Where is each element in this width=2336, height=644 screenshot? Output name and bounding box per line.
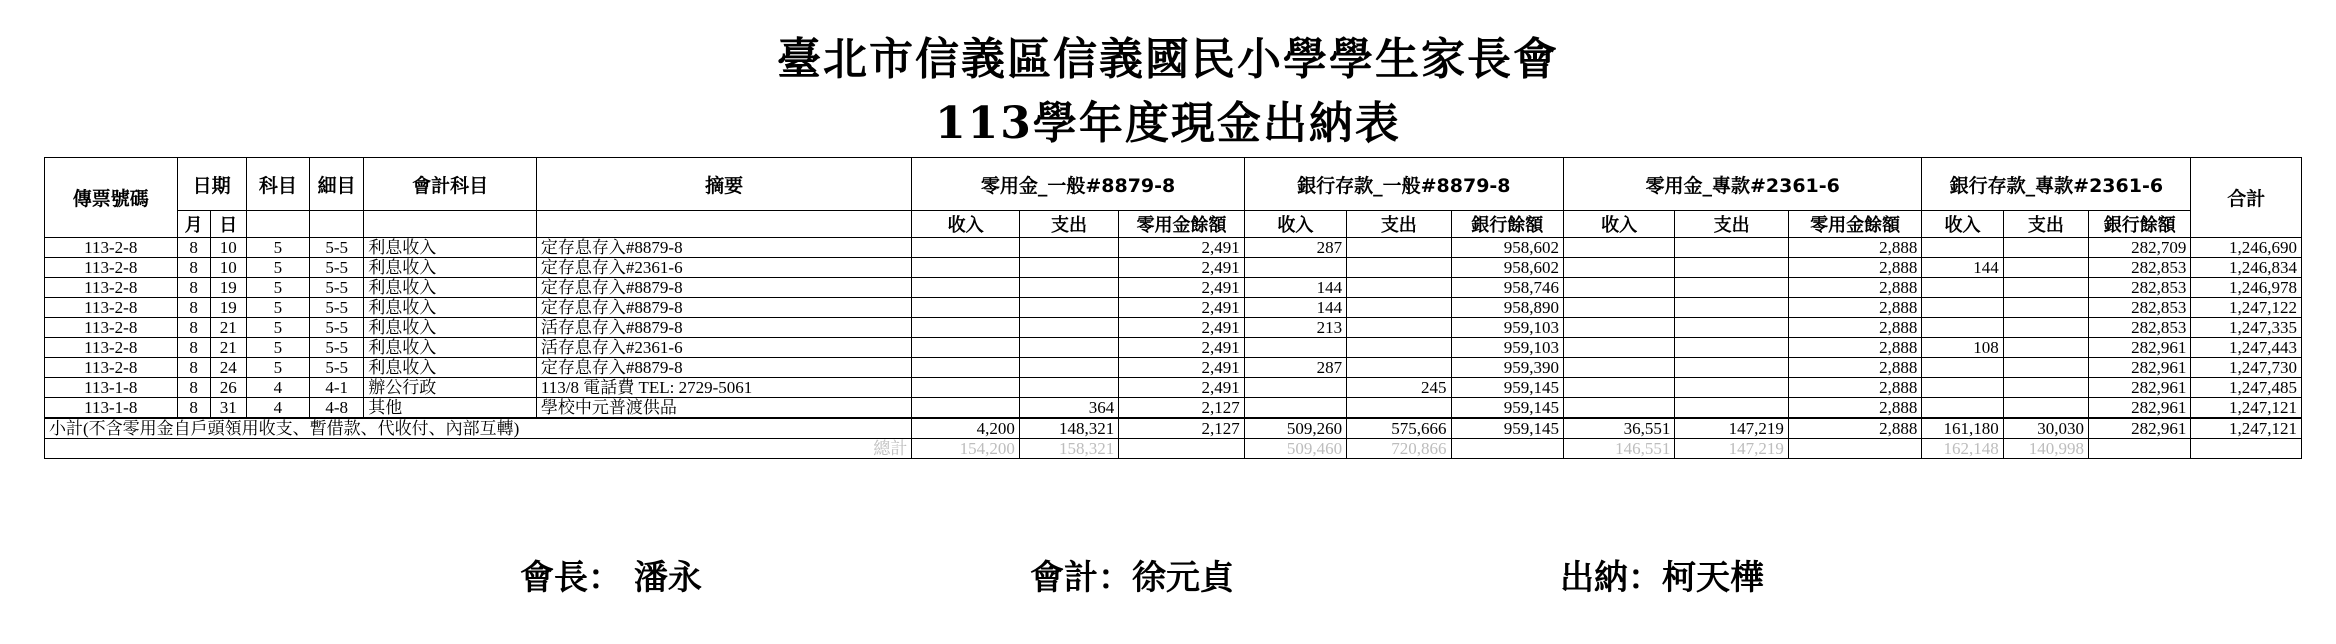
header-detail-blank	[310, 211, 364, 238]
table-cell	[912, 378, 1019, 398]
table-cell: 287	[1244, 238, 1346, 258]
header-expense: 支出	[1675, 211, 1788, 238]
table-cell: 5-5	[310, 358, 364, 378]
table-cell: 282,961	[2089, 338, 2191, 358]
table-row	[45, 238, 2302, 258]
table-cell: 定存息存入#8879-8	[536, 358, 911, 378]
table-cell: 282,961	[2089, 358, 2191, 378]
table-cell: 19	[210, 298, 246, 318]
table-cell: 31	[210, 398, 246, 419]
header-subject: 科目	[246, 158, 309, 211]
table-cell: 4	[246, 398, 309, 419]
table-cell: 5	[246, 298, 309, 318]
table-cell: 2,491	[1119, 358, 1245, 378]
grand-total-cell: 158,321	[1019, 439, 1118, 459]
header-income: 收入	[1922, 211, 2003, 238]
table-cell	[912, 278, 1019, 298]
table-cell: 5	[246, 238, 309, 258]
table-cell	[1563, 318, 1674, 338]
table-cell	[1019, 318, 1118, 338]
table-cell	[1675, 358, 1788, 378]
table-cell: 定存息存入#2361-6	[536, 258, 911, 278]
table-cell: 282,853	[2089, 278, 2191, 298]
header-day: 日	[210, 211, 246, 238]
header-expense: 支出	[1347, 211, 1451, 238]
table-cell	[1675, 258, 1788, 278]
table-cell	[1675, 278, 1788, 298]
header-voucher: 傳票號碼	[45, 158, 178, 238]
table-cell: 113-2-8	[45, 278, 178, 298]
table-cell: 定存息存入#8879-8	[536, 278, 911, 298]
grand-total-cell	[1119, 439, 1245, 459]
table-cell: 2,888	[1788, 338, 1922, 358]
table-cell	[2003, 398, 2088, 419]
table-cell: 19	[210, 278, 246, 298]
header-summary: 摘要	[536, 158, 911, 211]
header-petty-general: 零用金_一般#8879-8	[912, 158, 1244, 211]
header-account: 會計科目	[364, 158, 537, 211]
table-cell: 2,888	[1788, 238, 1922, 258]
table-cell: 8	[177, 278, 210, 298]
table-cell: 113-2-8	[45, 338, 178, 358]
table-cell: 5	[246, 278, 309, 298]
table-cell: 282,853	[2089, 318, 2191, 338]
table-cell: 144	[1922, 258, 2003, 278]
table-cell: 利息收入	[364, 298, 537, 318]
table-cell	[1244, 398, 1346, 419]
table-cell: 959,145	[1451, 378, 1563, 398]
accountant-signature: 會計：徐元貞	[1030, 558, 1234, 598]
table-cell: 8	[177, 398, 210, 419]
header-account-blank	[364, 211, 537, 238]
table-cell: 定存息存入#8879-8	[536, 298, 911, 318]
subtotal-cell: 36,551	[1563, 418, 1674, 439]
table-cell	[1019, 238, 1118, 258]
table-cell	[1922, 298, 2003, 318]
grand-total-cell	[1788, 439, 1922, 459]
header-bank-general: 銀行存款_一般#8879-8	[1244, 158, 1563, 211]
table-cell: 4-1	[310, 378, 364, 398]
table-cell	[1019, 358, 1118, 378]
table-cell: 113-2-8	[45, 258, 178, 278]
subtotal-cell: 148,321	[1019, 418, 1118, 439]
grand-total-label: 總計	[45, 439, 912, 459]
table-cell: 5-5	[310, 278, 364, 298]
table-cell: 2,491	[1119, 238, 1245, 258]
table-cell: 2,888	[1788, 278, 1922, 298]
table-cell: 113-2-8	[45, 318, 178, 338]
table-cell	[1922, 358, 2003, 378]
table-row	[45, 298, 2302, 318]
table-cell: 8	[177, 238, 210, 258]
table-cell: 5-5	[310, 318, 364, 338]
table-row	[45, 398, 2302, 419]
header-summary-blank	[536, 211, 911, 238]
table-cell	[2003, 378, 2088, 398]
table-cell: 活存息存入#8879-8	[536, 318, 911, 338]
table-cell	[1922, 378, 2003, 398]
subtotal-cell: 2,888	[1788, 418, 1922, 439]
table-cell: 959,145	[1451, 398, 1563, 419]
table-cell	[2003, 238, 2088, 258]
grand-total-cell: 146,551	[1563, 439, 1674, 459]
table-cell: 學校中元普渡供品	[536, 398, 911, 419]
ledger-body	[45, 238, 2302, 459]
table-cell	[1563, 258, 1674, 278]
table-cell: 213	[1244, 318, 1346, 338]
table-cell	[1019, 338, 1118, 358]
table-cell: 364	[1019, 398, 1118, 419]
table-cell: 其他	[364, 398, 537, 419]
table-cell: 利息收入	[364, 278, 537, 298]
table-cell: 282,961	[2089, 398, 2191, 419]
table-cell	[2003, 258, 2088, 278]
table-cell: 5	[246, 338, 309, 358]
table-cell: 2,888	[1788, 298, 1922, 318]
table-cell	[912, 298, 1019, 318]
table-cell: 4	[246, 378, 309, 398]
table-cell	[1244, 258, 1346, 278]
header-subject-blank	[246, 211, 309, 238]
grand-total-cell: 147,219	[1675, 439, 1788, 459]
table-cell: 21	[210, 338, 246, 358]
grand-total-cell: 140,998	[2003, 439, 2088, 459]
table-cell: 8	[177, 358, 210, 378]
subtotal-cell: 4,200	[912, 418, 1019, 439]
table-cell	[1675, 238, 1788, 258]
table-cell	[1019, 258, 1118, 278]
table-row	[45, 378, 2302, 398]
header-total: 合計	[2191, 158, 2302, 238]
table-cell: 959,103	[1451, 318, 1563, 338]
table-cell: 113-1-8	[45, 398, 178, 419]
header-bank-balance: 銀行餘額	[2089, 211, 2191, 238]
subtotal-cell: 509,260	[1244, 418, 1346, 439]
table-cell	[1675, 398, 1788, 419]
table-cell: 2,491	[1119, 278, 1245, 298]
table-cell: 2,491	[1119, 318, 1245, 338]
table-cell	[1922, 238, 2003, 258]
grand-total-cell	[2191, 439, 2302, 459]
table-cell: 958,890	[1451, 298, 1563, 318]
table-cell: 5-5	[310, 258, 364, 278]
table-cell	[1675, 338, 1788, 358]
grand-total-cell	[1451, 439, 1563, 459]
header-month: 月	[177, 211, 210, 238]
table-cell: 1,246,690	[2191, 238, 2302, 258]
table-cell	[2003, 358, 2088, 378]
header-income: 收入	[1244, 211, 1346, 238]
table-row	[45, 338, 2302, 358]
subtotal-row	[45, 418, 2302, 439]
table-cell: 113-2-8	[45, 298, 178, 318]
table-cell: 8	[177, 298, 210, 318]
table-cell: 282,961	[2089, 378, 2191, 398]
table-cell	[912, 238, 1019, 258]
header-petty-special: 零用金_專款#2361-6	[1563, 158, 1921, 211]
table-cell: 113-1-8	[45, 378, 178, 398]
table-cell	[1922, 278, 2003, 298]
table-row	[45, 358, 2302, 378]
table-cell: 4-8	[310, 398, 364, 419]
table-row	[45, 258, 2302, 278]
header-detail: 細目	[310, 158, 364, 211]
table-cell	[1019, 378, 1118, 398]
table-cell	[1675, 298, 1788, 318]
grand-total-cell	[2089, 439, 2191, 459]
table-cell	[912, 398, 1019, 419]
page-title: 臺北市信義區信義國民小學學生家長會	[777, 34, 1559, 85]
table-cell: 8	[177, 378, 210, 398]
table-cell	[2003, 338, 2088, 358]
table-cell: 利息收入	[364, 338, 537, 358]
table-cell: 108	[1922, 338, 2003, 358]
table-cell: 定存息存入#8879-8	[536, 238, 911, 258]
cashier-signature: 出納：柯天樺	[1560, 558, 1764, 598]
table-cell: 1,247,730	[2191, 358, 2302, 378]
table-cell: 5-5	[310, 238, 364, 258]
table-cell: 5	[246, 358, 309, 378]
grand-total-cell: 154,200	[912, 439, 1019, 459]
subtotal-cell: 1,247,121	[2191, 418, 2302, 439]
header-income: 收入	[912, 211, 1019, 238]
table-cell: 113-2-8	[45, 238, 178, 258]
table-cell: 1,247,121	[2191, 398, 2302, 419]
table-cell	[1563, 338, 1674, 358]
header-petty-balance: 零用金餘額	[1119, 211, 1245, 238]
table-cell	[1347, 358, 1451, 378]
table-cell: 利息收入	[364, 358, 537, 378]
table-cell: 2,491	[1119, 378, 1245, 398]
table-cell	[1347, 238, 1451, 258]
subtotal-cell: 147,219	[1675, 418, 1788, 439]
table-cell	[1563, 398, 1674, 419]
table-cell: 1,246,834	[2191, 258, 2302, 278]
table-cell: 1,246,978	[2191, 278, 2302, 298]
table-cell: 5	[246, 318, 309, 338]
table-cell: 282,709	[2089, 238, 2191, 258]
table-cell: 2,888	[1788, 318, 1922, 338]
table-cell: 10	[210, 238, 246, 258]
table-cell	[1347, 318, 1451, 338]
page-subtitle: 113學年度現金出納表	[935, 98, 1401, 149]
chairman-signature: 會長： 潘永	[520, 558, 702, 598]
table-cell: 利息收入	[364, 318, 537, 338]
table-cell: 2,491	[1119, 298, 1245, 318]
subtotal-label: 小計(不含零用金自戶頭領用收支、暫借款、代收付、內部互轉)	[45, 418, 912, 439]
table-cell	[912, 258, 1019, 278]
table-cell	[1563, 238, 1674, 258]
header-expense: 支出	[2003, 211, 2088, 238]
table-cell: 958,602	[1451, 258, 1563, 278]
table-cell: 959,390	[1451, 358, 1563, 378]
header-expense: 支出	[1019, 211, 1118, 238]
table-cell: 5-5	[310, 338, 364, 358]
table-cell	[1019, 298, 1118, 318]
table-cell	[1244, 338, 1346, 358]
table-cell: 1,247,443	[2191, 338, 2302, 358]
table-cell	[912, 358, 1019, 378]
table-cell: 利息收入	[364, 238, 537, 258]
table-cell: 2,888	[1788, 398, 1922, 419]
table-cell: 辦公行政	[364, 378, 537, 398]
table-cell	[1019, 278, 1118, 298]
table-cell: 2,888	[1788, 258, 1922, 278]
table-cell: 2,491	[1119, 258, 1245, 278]
table-cell: 958,602	[1451, 238, 1563, 258]
table-cell: 8	[177, 258, 210, 278]
table-cell	[2003, 298, 2088, 318]
table-cell	[1347, 338, 1451, 358]
table-cell	[1347, 398, 1451, 419]
table-cell: 287	[1244, 358, 1346, 378]
table-cell: 8	[177, 318, 210, 338]
table-cell: 1,247,335	[2191, 318, 2302, 338]
table-cell: 5-5	[310, 298, 364, 318]
table-cell: 24	[210, 358, 246, 378]
grand-total-cell: 509,460	[1244, 439, 1346, 459]
subtotal-cell: 575,666	[1347, 418, 1451, 439]
table-cell	[1347, 298, 1451, 318]
table-cell	[1922, 398, 2003, 419]
table-cell	[1563, 278, 1674, 298]
header-bank-special: 銀行存款_專款#2361-6	[1922, 158, 2191, 211]
table-cell	[912, 338, 1019, 358]
table-cell: 21	[210, 318, 246, 338]
grand-total-cell: 720,866	[1347, 439, 1451, 459]
table-cell: 144	[1244, 298, 1346, 318]
table-cell	[2003, 318, 2088, 338]
grand-total-cell: 162,148	[1922, 439, 2003, 459]
table-cell: 959,103	[1451, 338, 1563, 358]
grand-total-row	[45, 439, 2302, 459]
table-cell: 958,746	[1451, 278, 1563, 298]
table-cell: 5	[246, 258, 309, 278]
table-cell: 8	[177, 338, 210, 358]
table-cell: 2,888	[1788, 358, 1922, 378]
table-cell: 113-2-8	[45, 358, 178, 378]
table-cell: 2,491	[1119, 338, 1245, 358]
table-cell	[1563, 358, 1674, 378]
table-cell: 245	[1347, 378, 1451, 398]
table-cell: 利息收入	[364, 258, 537, 278]
table-cell: 113/8 電話費 TEL: 2729-5061	[536, 378, 911, 398]
table-cell	[1347, 258, 1451, 278]
table-row	[45, 318, 2302, 338]
table-cell: 282,853	[2089, 298, 2191, 318]
header-date: 日期	[177, 158, 246, 211]
subtotal-cell: 30,030	[2003, 418, 2088, 439]
table-cell: 1,247,122	[2191, 298, 2302, 318]
table-cell	[1347, 278, 1451, 298]
table-cell	[1675, 378, 1788, 398]
table-cell	[1563, 378, 1674, 398]
table-cell: 1,247,485	[2191, 378, 2302, 398]
table-cell: 活存息存入#2361-6	[536, 338, 911, 358]
table-cell	[2003, 278, 2088, 298]
header-bank-balance: 銀行餘額	[1451, 211, 1563, 238]
table-cell: 2,127	[1119, 398, 1245, 419]
header-income: 收入	[1563, 211, 1674, 238]
table-cell	[912, 318, 1019, 338]
subtotal-cell: 161,180	[1922, 418, 2003, 439]
subtotal-cell: 282,961	[2089, 418, 2191, 439]
table-cell: 282,853	[2089, 258, 2191, 278]
table-cell	[1922, 318, 2003, 338]
cash-ledger-table	[44, 157, 2302, 459]
subtotal-cell: 959,145	[1451, 418, 1563, 439]
table-cell	[1563, 298, 1674, 318]
table-cell	[1675, 318, 1788, 338]
header-petty-balance: 零用金餘額	[1788, 211, 1922, 238]
table-cell	[1244, 378, 1346, 398]
table-cell: 2,888	[1788, 378, 1922, 398]
table-row	[45, 278, 2302, 298]
table-cell: 26	[210, 378, 246, 398]
table-cell: 10	[210, 258, 246, 278]
table-cell: 144	[1244, 278, 1346, 298]
subtotal-cell: 2,127	[1119, 418, 1245, 439]
